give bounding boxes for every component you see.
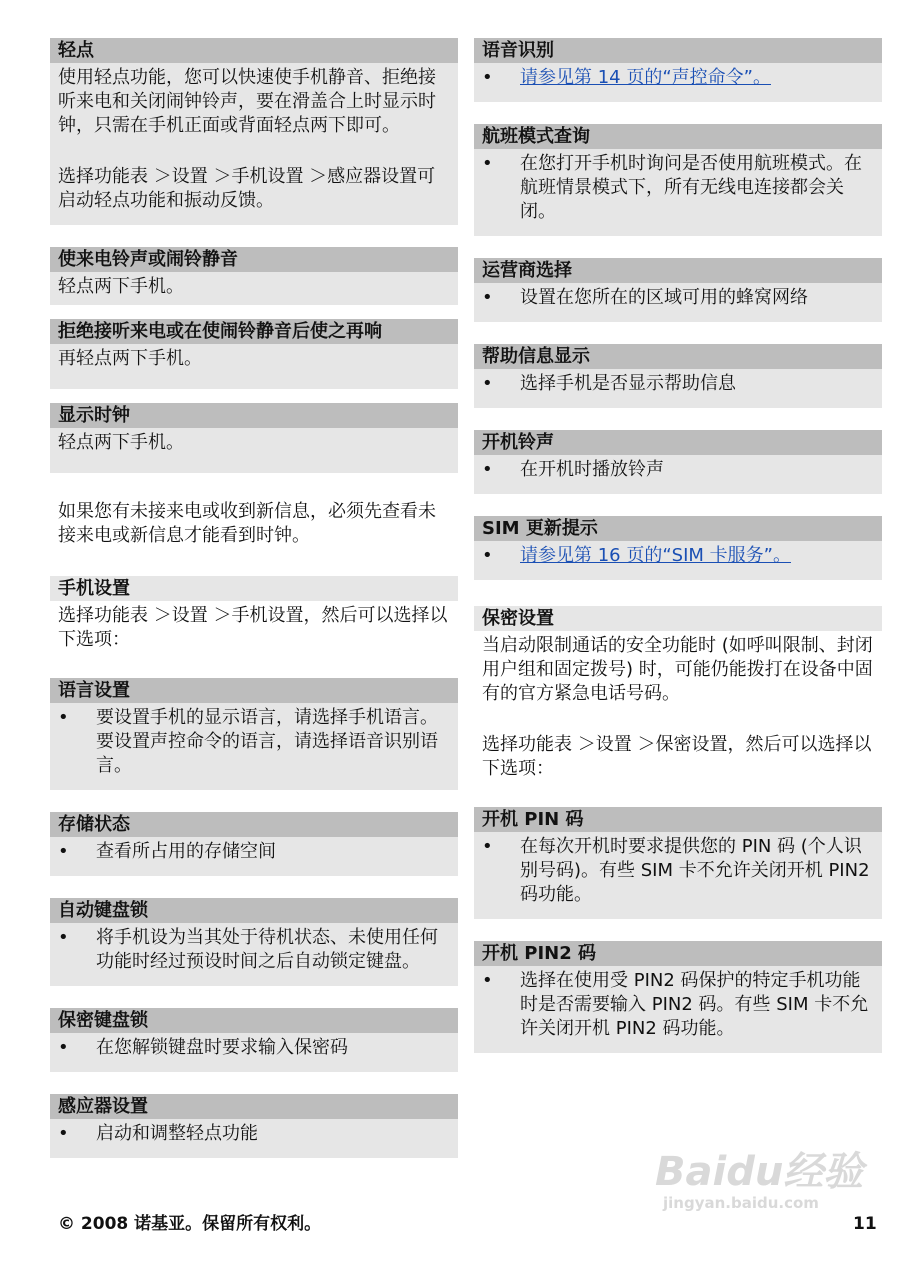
section-title: 航班模式查询 [474, 124, 882, 149]
section-autolock [50, 898, 458, 986]
section-title: SIM 更新提示 [474, 516, 882, 541]
list-item: • 在开机时播放铃声 [482, 458, 874, 482]
sim-service-link[interactable]: 请参见第 16 页的“SIM 卡服务”。 [520, 545, 791, 566]
paragraph: 轻点两下手机。 [58, 276, 184, 297]
page-number: 11 [853, 1214, 877, 1234]
paragraph: 选择功能表 ＞设置 ＞手机设置 ＞感应器设置可启动轻点功能和振动反馈。 [58, 166, 436, 211]
paragraph: 选择功能表 ＞设置 ＞手机设置，然后可以选择以下选项： [58, 605, 448, 650]
section-pin [474, 807, 882, 919]
section-security [474, 606, 882, 781]
copyright: © 2008 诺基亚。保留所有权利。 [58, 1214, 322, 1234]
clock-note [50, 497, 458, 548]
baidu-watermark [655, 1150, 885, 1240]
watermark-url: jingyan.baidu.com [663, 1194, 819, 1212]
paragraph: 如果您有未接来电或收到新信息，必须先查看未接来电或新信息才能看到时钟。 [58, 501, 436, 546]
section-title: 保密设置 [474, 606, 882, 631]
section-mute [50, 247, 458, 305]
section-voice [474, 38, 882, 102]
section-title: 显示时钟 [50, 403, 458, 428]
section-flight [474, 124, 882, 236]
list-item: • 设置在您所在的区域可用的蜂窝网络 [482, 286, 874, 310]
paragraph: 轻点两下手机。 [58, 432, 184, 453]
section-help [474, 344, 882, 408]
section-title: 自动键盘锁 [50, 898, 458, 923]
section-title: 拒绝接听来电或在使闹铃静音后使之再响 [50, 319, 458, 344]
section-title: 开机 PIN2 码 [474, 941, 882, 966]
left-column [50, 38, 458, 1180]
section-title: 轻点 [50, 38, 458, 63]
list-item: • 在您解锁键盘时要求输入保密码 [58, 1036, 450, 1060]
paragraph: 使用轻点功能，您可以快速使手机静音、拒绝接听来电和关闭闹钟铃声，要在滑盖合上时显示时钟，只需在手机正面或背面轻点两下即可。 [58, 67, 436, 136]
section-sim-update [474, 516, 882, 580]
section-title: 语言设置 [50, 678, 458, 703]
list-item: • 选择手机是否显示帮助信息 [482, 372, 874, 396]
list-item [482, 544, 874, 568]
section-title: 开机 PIN 码 [474, 807, 882, 832]
section-reject [50, 319, 458, 389]
right-column [474, 38, 882, 1075]
section-pin2 [474, 941, 882, 1053]
list-item: • 启动和调整轻点功能 [58, 1122, 450, 1146]
section-security-lock [50, 1008, 458, 1072]
section-clock [50, 403, 458, 473]
paragraph: 选择功能表 ＞设置 ＞保密设置，然后可以选择以下选项： [482, 734, 872, 779]
section-phone-settings [50, 576, 458, 652]
section-title: 帮助信息显示 [474, 344, 882, 369]
paragraph: 当启动限制通话的安全功能时 (如呼叫限制、封闭用户组和固定拨号) 时，可能仍能拨打在设备中固有的官方紧急电话号码。 [482, 635, 873, 704]
section-title: 感应器设置 [50, 1094, 458, 1119]
section-title: 手机设置 [50, 576, 458, 601]
section-title: 使来电铃声或闹铃静音 [50, 247, 458, 272]
list-item: • 将手机设为当其处于待机状态、未使用任何功能时经过预设时间之后自动锁定键盘。 [58, 926, 450, 974]
section-title: 运营商选择 [474, 258, 882, 283]
section-sensor [50, 1094, 458, 1158]
voice-command-link[interactable]: 请参见第 14 页的“声控命令”。 [520, 67, 771, 88]
list-item: • 查看所占用的存储空间 [58, 840, 450, 864]
watermark-logo: Baidu经验 [655, 1149, 864, 1195]
list-item [482, 66, 874, 90]
list-item: • 要设置手机的显示语言，请选择手机语言。要设置声控命令的语言，请选择语音识别语言。 [58, 706, 450, 778]
section-language [50, 678, 458, 790]
paragraph: 再轻点两下手机。 [58, 348, 202, 369]
section-title: 保密键盘锁 [50, 1008, 458, 1033]
section-title: 存储状态 [50, 812, 458, 837]
section-startup-tone [474, 430, 882, 494]
section-title: 开机铃声 [474, 430, 882, 455]
section-tap [50, 38, 458, 225]
list-item: • 在每次开机时要求提供您的 PIN 码 (个人识别号码)。有些 SIM 卡不允许关闭开机 PIN2 码功能。 [482, 835, 874, 907]
list-item: • 在您打开手机时询问是否使用航班模式。在航班情景模式下，所有无线电连接都会关闭。 [482, 152, 874, 224]
list-item: • 选择在使用受 PIN2 码保护的特定手机功能时是否需要输入 PIN2 码。有些 SIM 卡不允许关闭开机 PIN2 码功能。 [482, 969, 874, 1041]
section-memory [50, 812, 458, 876]
section-title: 语音识别 [474, 38, 882, 63]
section-operator [474, 258, 882, 322]
